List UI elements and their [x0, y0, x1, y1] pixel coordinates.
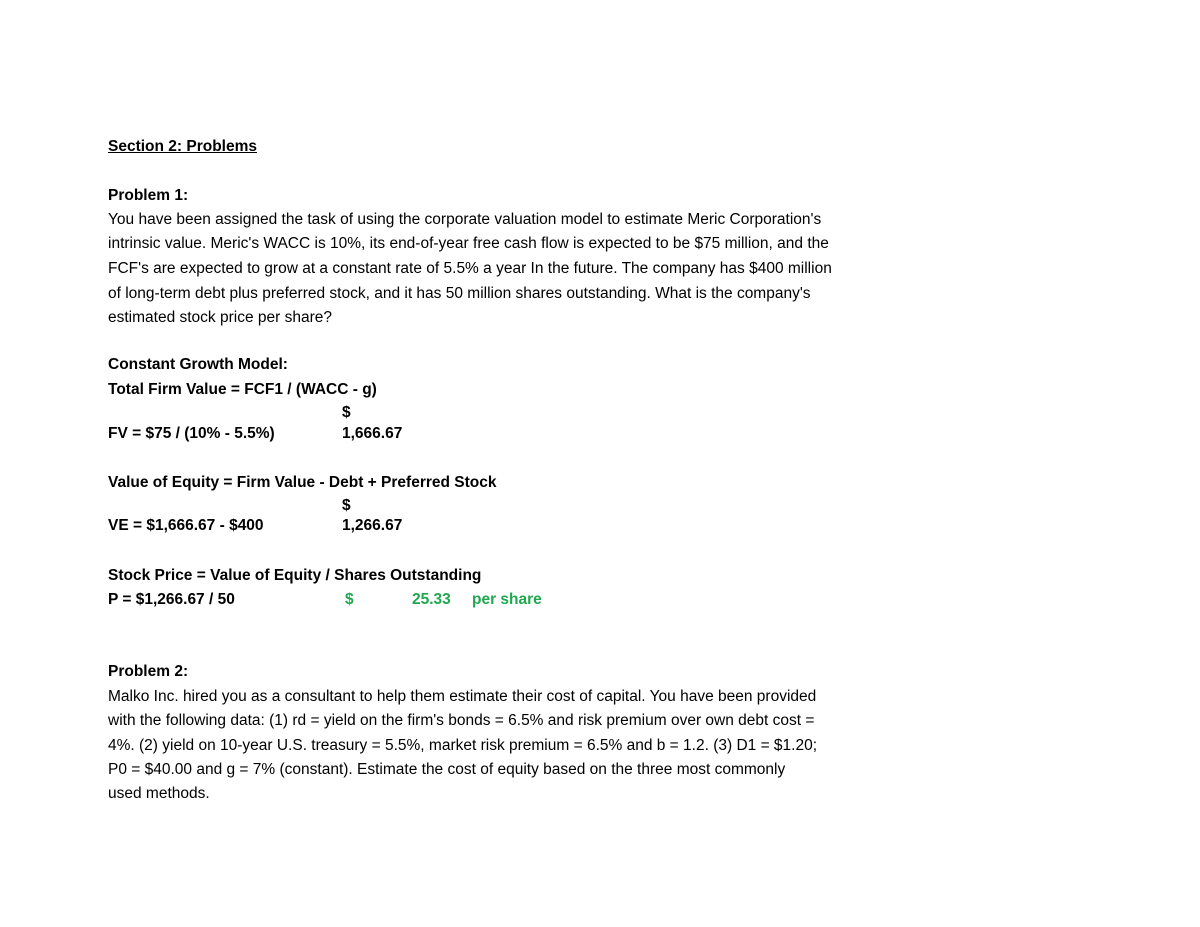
price-currency: $	[345, 591, 354, 608]
problem2-text-line: Malko Inc. hired you as a consultant to help them estimate their cost of capital. You have been provided	[108, 688, 817, 705]
problem2-text-line: used methods.	[108, 785, 210, 802]
ve-calc: VE = $1,666.67 - $400	[108, 517, 264, 534]
price-calc: P = $1,266.67 / 50	[108, 591, 235, 608]
fv-result: 1,666.67	[342, 425, 403, 442]
problem2-text-line: 4%. (2) yield on 10-year U.S. treasury = 5.5%, market risk premium = 6.5% and b = 1.2. (3) D1 = $1.20;	[108, 737, 818, 754]
price-result: 25.33	[412, 591, 451, 608]
section-title: Section 2: Problems	[108, 138, 258, 155]
problem1-text-line: of long-term debt plus preferred stock, and it has 50 million shares outstanding. What is the company's	[108, 285, 811, 302]
problem1-heading: Problem 1:	[108, 187, 189, 204]
equity-formula: Value of Equity = Firm Value - Debt + Preferred Stock	[108, 474, 497, 491]
problem1-text-line: intrinsic value. Meric's WACC is 10%, its end-of-year free cash flow is expected to be $75 million, and the	[108, 235, 829, 252]
problem1-text-line: FCF's are expected to grow at a constant rate of 5.5% a year In the future. The company has $400 million	[108, 260, 832, 277]
fv-currency: $	[342, 404, 351, 421]
problem2-text-line: P0 = $40.00 and g = 7% (constant). Estimate the cost of equity based on the three most commonly	[108, 761, 786, 778]
fv-calc: FV = $75 / (10% - 5.5%)	[108, 425, 275, 442]
problem1-text-line: estimated stock price per share?	[108, 309, 332, 326]
ve-currency: $	[342, 497, 351, 514]
problem2-heading: Problem 2:	[108, 663, 189, 680]
problem2-text-line: with the following data: (1) rd = yield on the firm's bonds = 6.5% and risk premium over own debt cost =	[108, 712, 815, 729]
model-heading: Constant Growth Model:	[108, 356, 288, 373]
price-formula: Stock Price = Value of Equity / Shares Outstanding	[108, 567, 482, 584]
price-unit: per share	[472, 591, 542, 608]
ve-result: 1,266.67	[342, 517, 403, 534]
problem1-text-line: You have been assigned the task of using the corporate valuation model to estimate Meric Corporation's	[108, 211, 822, 228]
firm-value-formula: Total Firm Value = FCF1 / (WACC - g)	[108, 381, 377, 398]
